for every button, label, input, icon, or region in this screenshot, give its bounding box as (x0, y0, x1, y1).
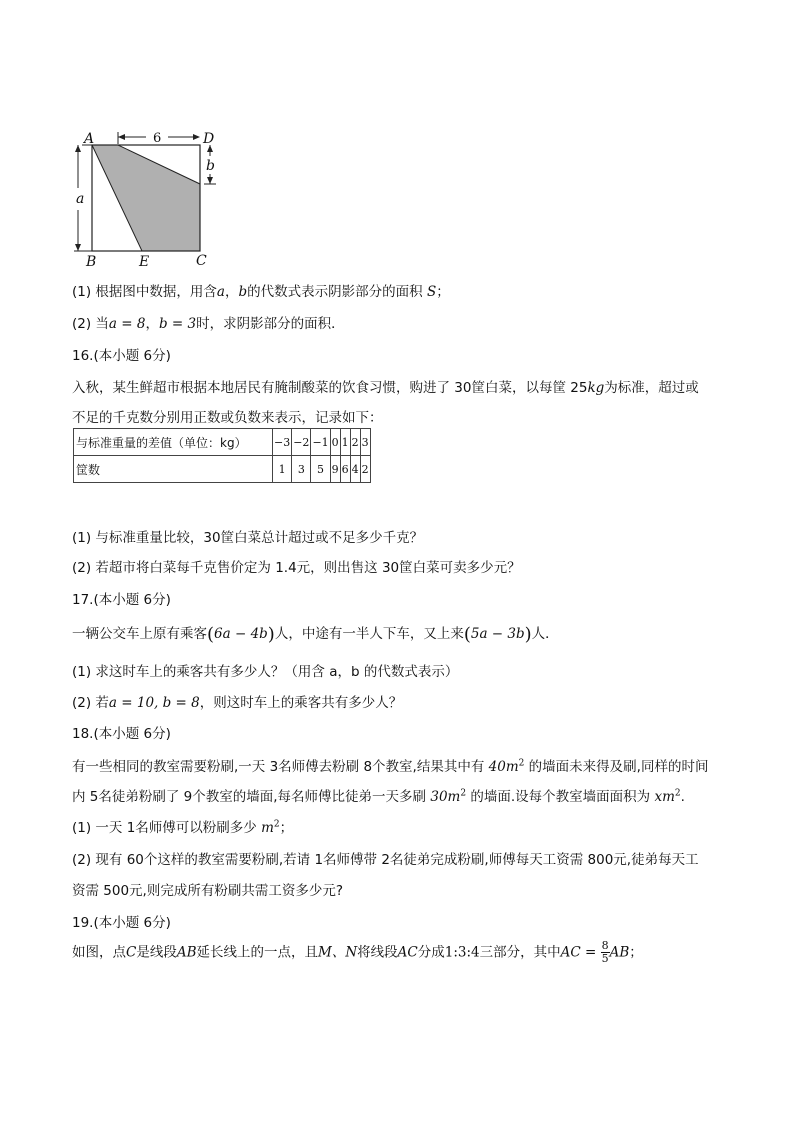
table-row (74, 429, 371, 456)
q15-part1: (1) 根据图中数据，用含a，b的代数式表示阴影部分的面积 S； (72, 284, 450, 300)
fraction-8-5: $\frac{8}{5}$ (601, 939, 609, 965)
table-cell: 0 (330, 429, 340, 456)
table-cell: 筐数 (74, 456, 273, 483)
q19-intro: 如图，点C是线段AB延长线上的一点，且M、N将线段AC分成1:3:4三部分，其中AC = $\frac{8}{5}$ AB； (72, 939, 643, 965)
shaded-region (92, 145, 200, 251)
label-a: a (76, 191, 85, 207)
table-cell: 4 (350, 456, 360, 483)
q17-part1: (1) 求这时车上的乘客共有多少人？（用含 a，b 的代数式表示） (72, 664, 459, 680)
q18-line-2: 内 5名徒弟粉刷了 9个教室的墙面,每名师傅比徒弟一天多刷 $30m^2$ 的墙面.设每个教室墙面面积为 $xm^2$. (72, 788, 685, 805)
table-cell: 3 (360, 429, 370, 456)
table-cell: 9 (330, 456, 340, 483)
label-six: 6 (153, 131, 162, 146)
table-cell: 6 (340, 456, 350, 483)
table-cell: 1 (340, 429, 350, 456)
table-cell: 与标准重量的差值（单位：kg） (74, 429, 273, 456)
table-cell: −1 (311, 429, 330, 456)
table-cell: 3 (292, 456, 311, 483)
geometry-figure (70, 128, 230, 268)
table-cell: 2 (350, 429, 360, 456)
q19-heading: 19.(本小题 6分) (72, 915, 171, 931)
label-E: E (139, 254, 150, 268)
q18-part2-line-2: 资需 500元,则完成所有粉刷共需工资多少元? (72, 883, 344, 899)
q18-heading: 18.(本小题 6分) (72, 726, 171, 742)
label-D: D (203, 131, 215, 147)
q16-intro-2: 不足的千克数分别用正数或负数来表示，记录如下： (72, 410, 383, 426)
q16-intro-1: 入秋，某生鲜超市根据本地居民有腌制酸菜的饮食习惯，购进了 30筐白菜，以每筐 25kg为标准，超过或 (72, 380, 699, 396)
q17-intro: 一辆公交车上原有乘客(6a − 4b)人，中途有一半人下车，又上来(5a − 3b)人． (72, 624, 559, 645)
table-cell: 5 (311, 456, 330, 483)
weight-table (73, 428, 371, 483)
table-cell: 2 (360, 456, 370, 483)
label-A: A (84, 131, 95, 147)
label-C: C (196, 253, 207, 268)
table-row (74, 456, 371, 483)
q18-part1: (1) 一天 1名师傅可以粉刷多少 $m^2$； (72, 819, 294, 836)
q18-part2-line-1: (2) 现有 60个这样的教室需要粉刷,若请 1名师傅带 2名徒弟完成粉刷,师傅每天工资需 800元,徒弟每天工 (72, 852, 699, 868)
table-cell: 1 (273, 456, 292, 483)
label-b: b (206, 158, 215, 174)
table-cell: −3 (273, 429, 292, 456)
q17-part2: (2) 若a = 10, b = 8，则这时车上的乘客共有多少人？ (72, 695, 403, 711)
table-cell: −2 (292, 429, 311, 456)
label-B: B (86, 254, 97, 268)
q16-heading: 16.(本小题 6分) (72, 348, 171, 364)
q17-heading: 17.(本小题 6分) (72, 592, 171, 608)
q16-part1: (1) 与标准重量比较，30筐白菜总计超过或不足多少千克？ (72, 530, 424, 546)
q16-part2: (2) 若超市将白菜每千克售价定为 1.4元，则出售这 30筐白菜可卖多少元？ (72, 560, 521, 576)
q18-line-1: 有一些相同的教室需要粉刷,一天 3名师傅去粉刷 8个教室,结果其中有 $40m^2$ 的墙面未来得及刷,同样的时间 (72, 758, 709, 775)
q15-part2: (2) 当a = 8，b = 3时，求阴影部分的面积． (72, 316, 345, 332)
